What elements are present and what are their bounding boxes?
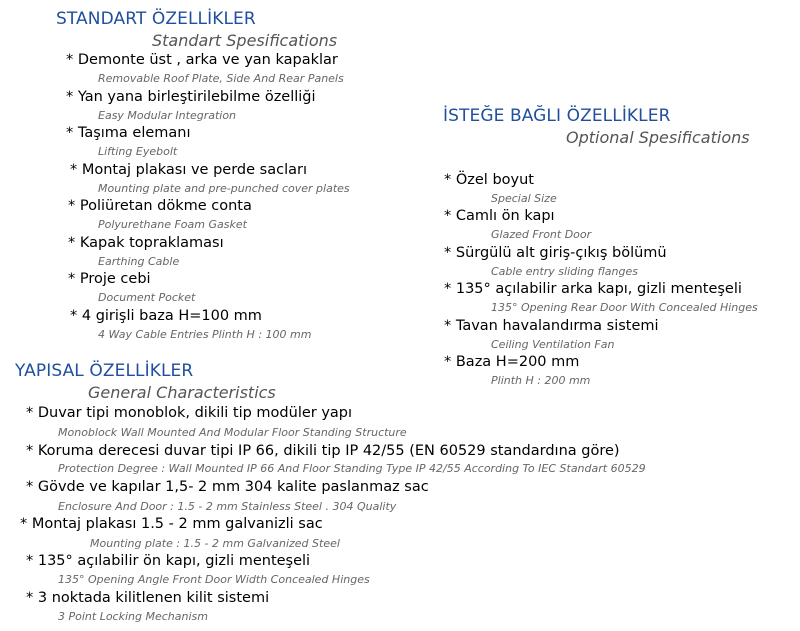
optional-item-1: * Özel boyut [444, 172, 534, 188]
structural-item-1-en: Monoblock Wall Mounted And Modular Floor Standing Structure [58, 426, 407, 439]
standard-item-7: * Proje cebi [68, 271, 151, 287]
optional-item-4-en: 135° Opening Rear Door With Concealed Hinges [491, 301, 758, 314]
optional-item-2: * Camlı ön kapı [444, 208, 555, 224]
structural-item-4: * Montaj plakası 1.5 - 2 mm galvanizli sac [20, 516, 323, 532]
standard-item-1-en: Removable Roof Plate, Side And Rear Panels [98, 72, 344, 85]
standard-subtitle: Standart Spesifications [152, 31, 338, 50]
structural-subtitle: General Characteristics [88, 383, 276, 402]
standard-item-4: * Montaj plakası ve perde sacları [70, 162, 307, 178]
optional-item-6-en: Plinth H : 200 mm [491, 374, 591, 387]
standard-item-7-en: Document Pocket [98, 291, 196, 304]
structural-item-5: * 135° açılabilir ön kapı, gizli menteşeli [26, 553, 311, 569]
structural-item-2-en: Protection Degree : Wall Mounted IP 66 And Floor Standing Type IP 42/55 According To IEC Standart 60529 [58, 462, 646, 475]
standard-item-6: * Kapak topraklaması [68, 235, 224, 251]
optional-item-5: * Tavan havalandırma sistemi [444, 318, 659, 334]
standard-item-3: * Taşıma elemanı [66, 125, 191, 141]
optional-item-5-en: Ceiling Ventilation Fan [491, 338, 615, 351]
standard-item-2-en: Easy Modular Integration [98, 109, 237, 122]
optional-subtitle: Optional Spesifications [566, 128, 750, 147]
optional-item-3-en: Cable entry sliding flanges [491, 265, 638, 278]
standard-item-3-en: Lifting Eyebolt [98, 145, 178, 158]
optional-item-6: * Baza H=200 mm [444, 354, 580, 370]
structural-item-6-en: 3 Point Locking Mechanism [58, 610, 208, 623]
standard-item-1: * Demonte üst , arka ve yan kapaklar [66, 52, 338, 68]
optional-item-2-en: Glazed Front Door [491, 228, 592, 241]
standard-item-2: * Yan yana birleştirilebilme özelliği [66, 89, 316, 105]
optional-item-4: * 135° açılabilir arka kapı, gizli menteşeli [444, 281, 742, 297]
structural-item-3: * Gövde ve kapılar 1,5- 2 mm 304 kalite paslanmaz sac [26, 479, 429, 495]
structural-item-3-en: Enclosure And Door : 1.5 - 2 mm Stainless Steel . 304 Quality [58, 500, 397, 513]
standard-title: STANDART ÖZELLİKLER [56, 9, 256, 29]
standard-item-6-en: Earthing Cable [98, 255, 180, 268]
optional-item-1-en: Special Size [491, 192, 557, 205]
standard-item-5: * Poliüretan dökme conta [68, 198, 252, 214]
standard-item-8: * 4 girişli baza H=100 mm [70, 308, 262, 324]
structural-item-1: * Duvar tipi monoblok, dikili tip modüler yapı [26, 405, 353, 421]
optional-item-3: * Sürgülü alt giriş-çıkış bölümü [444, 245, 667, 261]
structural-item-6: * 3 noktada kilitlenen kilit sistemi [26, 590, 270, 606]
standard-item-8-en: 4 Way Cable Entries Plinth H : 100 mm [98, 328, 312, 341]
structural-item-5-en: 135° Opening Angle Front Door Width Concealed Hinges [58, 573, 370, 586]
structural-title: YAPISAL ÖZELLİKLER [15, 361, 194, 381]
structural-item-2: * Koruma derecesi duvar tipi IP 66, dikili tip IP 42/55 (EN 60529 standardına göre) [26, 443, 620, 459]
optional-title: İSTEĞE BAĞLI ÖZELLİKLER [443, 106, 671, 126]
standard-item-4-en: Mounting plate and pre-punched cover plates [98, 182, 350, 195]
structural-item-4-en: Mounting plate : 1.5 - 2 mm Galvanized Steel [90, 537, 340, 550]
standard-item-5-en: Polyurethane Foam Gasket [98, 218, 247, 231]
